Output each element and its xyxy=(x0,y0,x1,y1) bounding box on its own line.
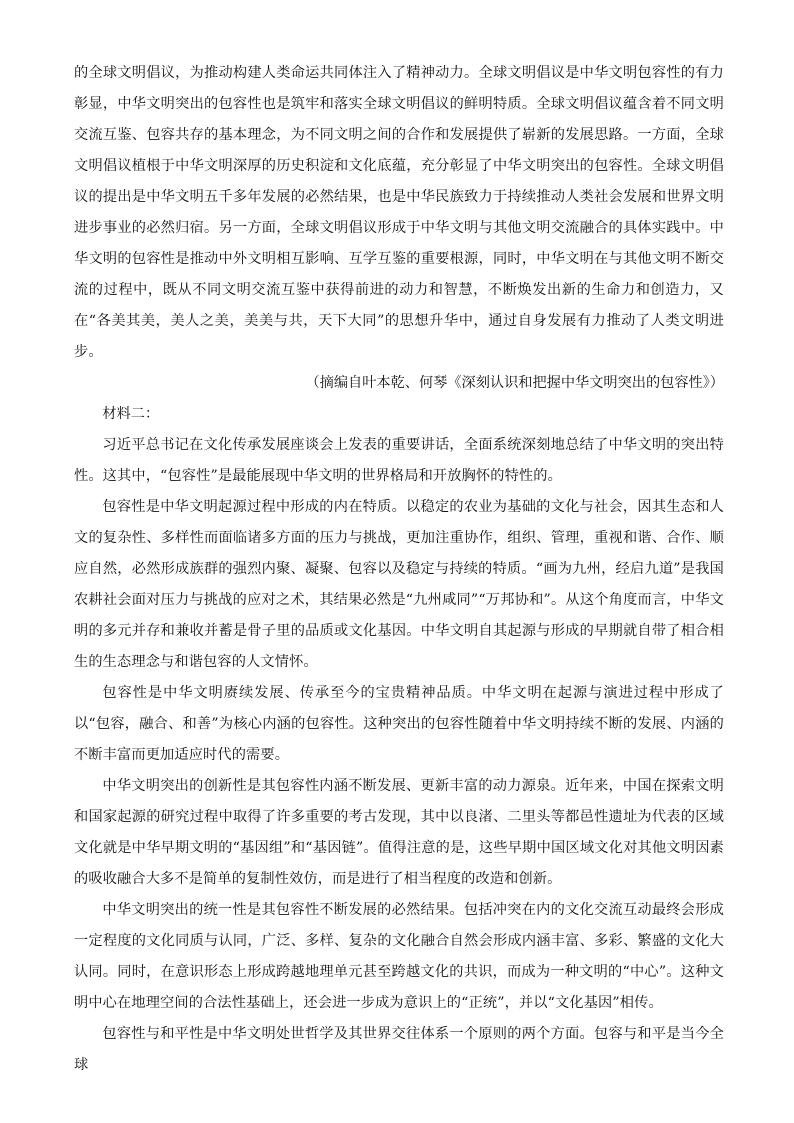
material-heading: 材料二： xyxy=(102,406,160,422)
paragraph-1: 的全球文明倡议，为推动构建人类命运共同体注入了精神动力。全球文明倡议是中华文明包容性的有力彰显，中华文明突出的包容性也是筑牢和落实全球文明倡议的鲜明特质。全球文明倡议蕴含着不同文明交流互鉴、包容共存的基本理念，为不同文明之间的合作和发展提供了崭新的发展思路。一方面，全球文明倡议植根于中华文明深厚的历史积淀和文化底蕴，充分彰显了中华文明突出的包容性。全球文明倡议的提出是中华文明五千多年发展的必然结果，也是中华民族致力于持续推动人类社会发展和世界文明进步事业的必然归宿。另一方面，全球文明倡议形成于中华文明与其他文明交流融合的具体实践中。中华文明的包容性是推动中外文明相互影响、互学互鉴的重要根源，同时，中华文明在与其他文明不断交流的过程中，既从不同文明交流互鉴中获得前进的动力和智慧，不断焕发出新的生命力和创造力，又在“各美其美，美人之美，美美与共，天下大同”的思想升华中，通过自身发展有力推动了人类文明进步。 xyxy=(74,65,724,360)
source-citation: （摘编自叶本乾、何琴《深刻认识和把握中华文明突出的包容性》） xyxy=(305,375,724,391)
material-paragraph-6: 包容性与和平性是中华文明处世哲学及其世界交往体系一个原则的两个方面。包容与和平是当今全球 xyxy=(74,1026,724,1073)
material-paragraph-5: 中华文明突出的统一性是其包容性不断发展的必然结果。包括冲突在内的文化交流互动最终会形成一定程度的文化同质与认同，广泛、多样、复杂的文化融合自然会形成内涵丰富、多彩、繁盛的文化大认同。同时，在意识形态上形成跨越地理单元甚至跨越文化的共识，而成为一种文明的“中心”。这种文明中心在地理空间的合法性基础上，还会进一步成为意识上的“正统”，并以“文化基因”相传。 xyxy=(74,902,724,1011)
material-paragraph-4: 中华文明突出的创新性是其包容性内涵不断发展、更新丰富的动力源泉。近年来，中国在探索文明和国家起源的研究过程中取得了许多重要的考古发现，其中以良渚、二里头等都邑性遗址为代表的区域文化就是中华早期文明的“基因组”和“基因链”。值得注意的是，这些早期中国区域文化对其他文明因素的吸收融合大多不是简单的复制性效仿，而是进行了相当程度的改造和创新。 xyxy=(74,778,724,887)
material-paragraph-2: 包容性是中华文明起源过程中形成的内在特质。以稳定的农业为基础的文化与社会，因其生态和人文的复杂性、多样性而面临诸多方面的压力与挑战，更加注重协作，组织、管理，重视和谐、合作、顺应自然，必然形成族群的强烈内聚、凝聚、包容以及稳定与持续的特质。“画为九州，经启九道”是我国农耕社会面对压力与挑战的应对之术，其结果必然是“九州咸同”“万邦协和”。从这个角度而言，中华文明的多元并存和兼收并蓄是骨子里的品质或文化基因。中华文明自其起源与形成的早期就自带了相合相生的生态理念与和谐包容的人文情怀。 xyxy=(74,499,724,670)
material-paragraph-3: 包容性是中华文明赓续发展、传承至今的宝贵精神品质。中华文明在起源与演进过程中形成了以“包容，融合、和善”为核心内涵的包容性。这种突出的包容性随着中华文明持续不断的发展、内涵的不断丰富而更加适应时代的需要。 xyxy=(74,685,724,763)
document-page xyxy=(74,58,724,1081)
material-paragraph-1: 习近平总书记在文化传承发展座谈会上发表的重要讲话，全面系统深刻地总结了中华文明的突出特性。这其中，“包容性”是最能展现中华文明的世界格局和开放胸怀的特性的。 xyxy=(74,437,724,484)
